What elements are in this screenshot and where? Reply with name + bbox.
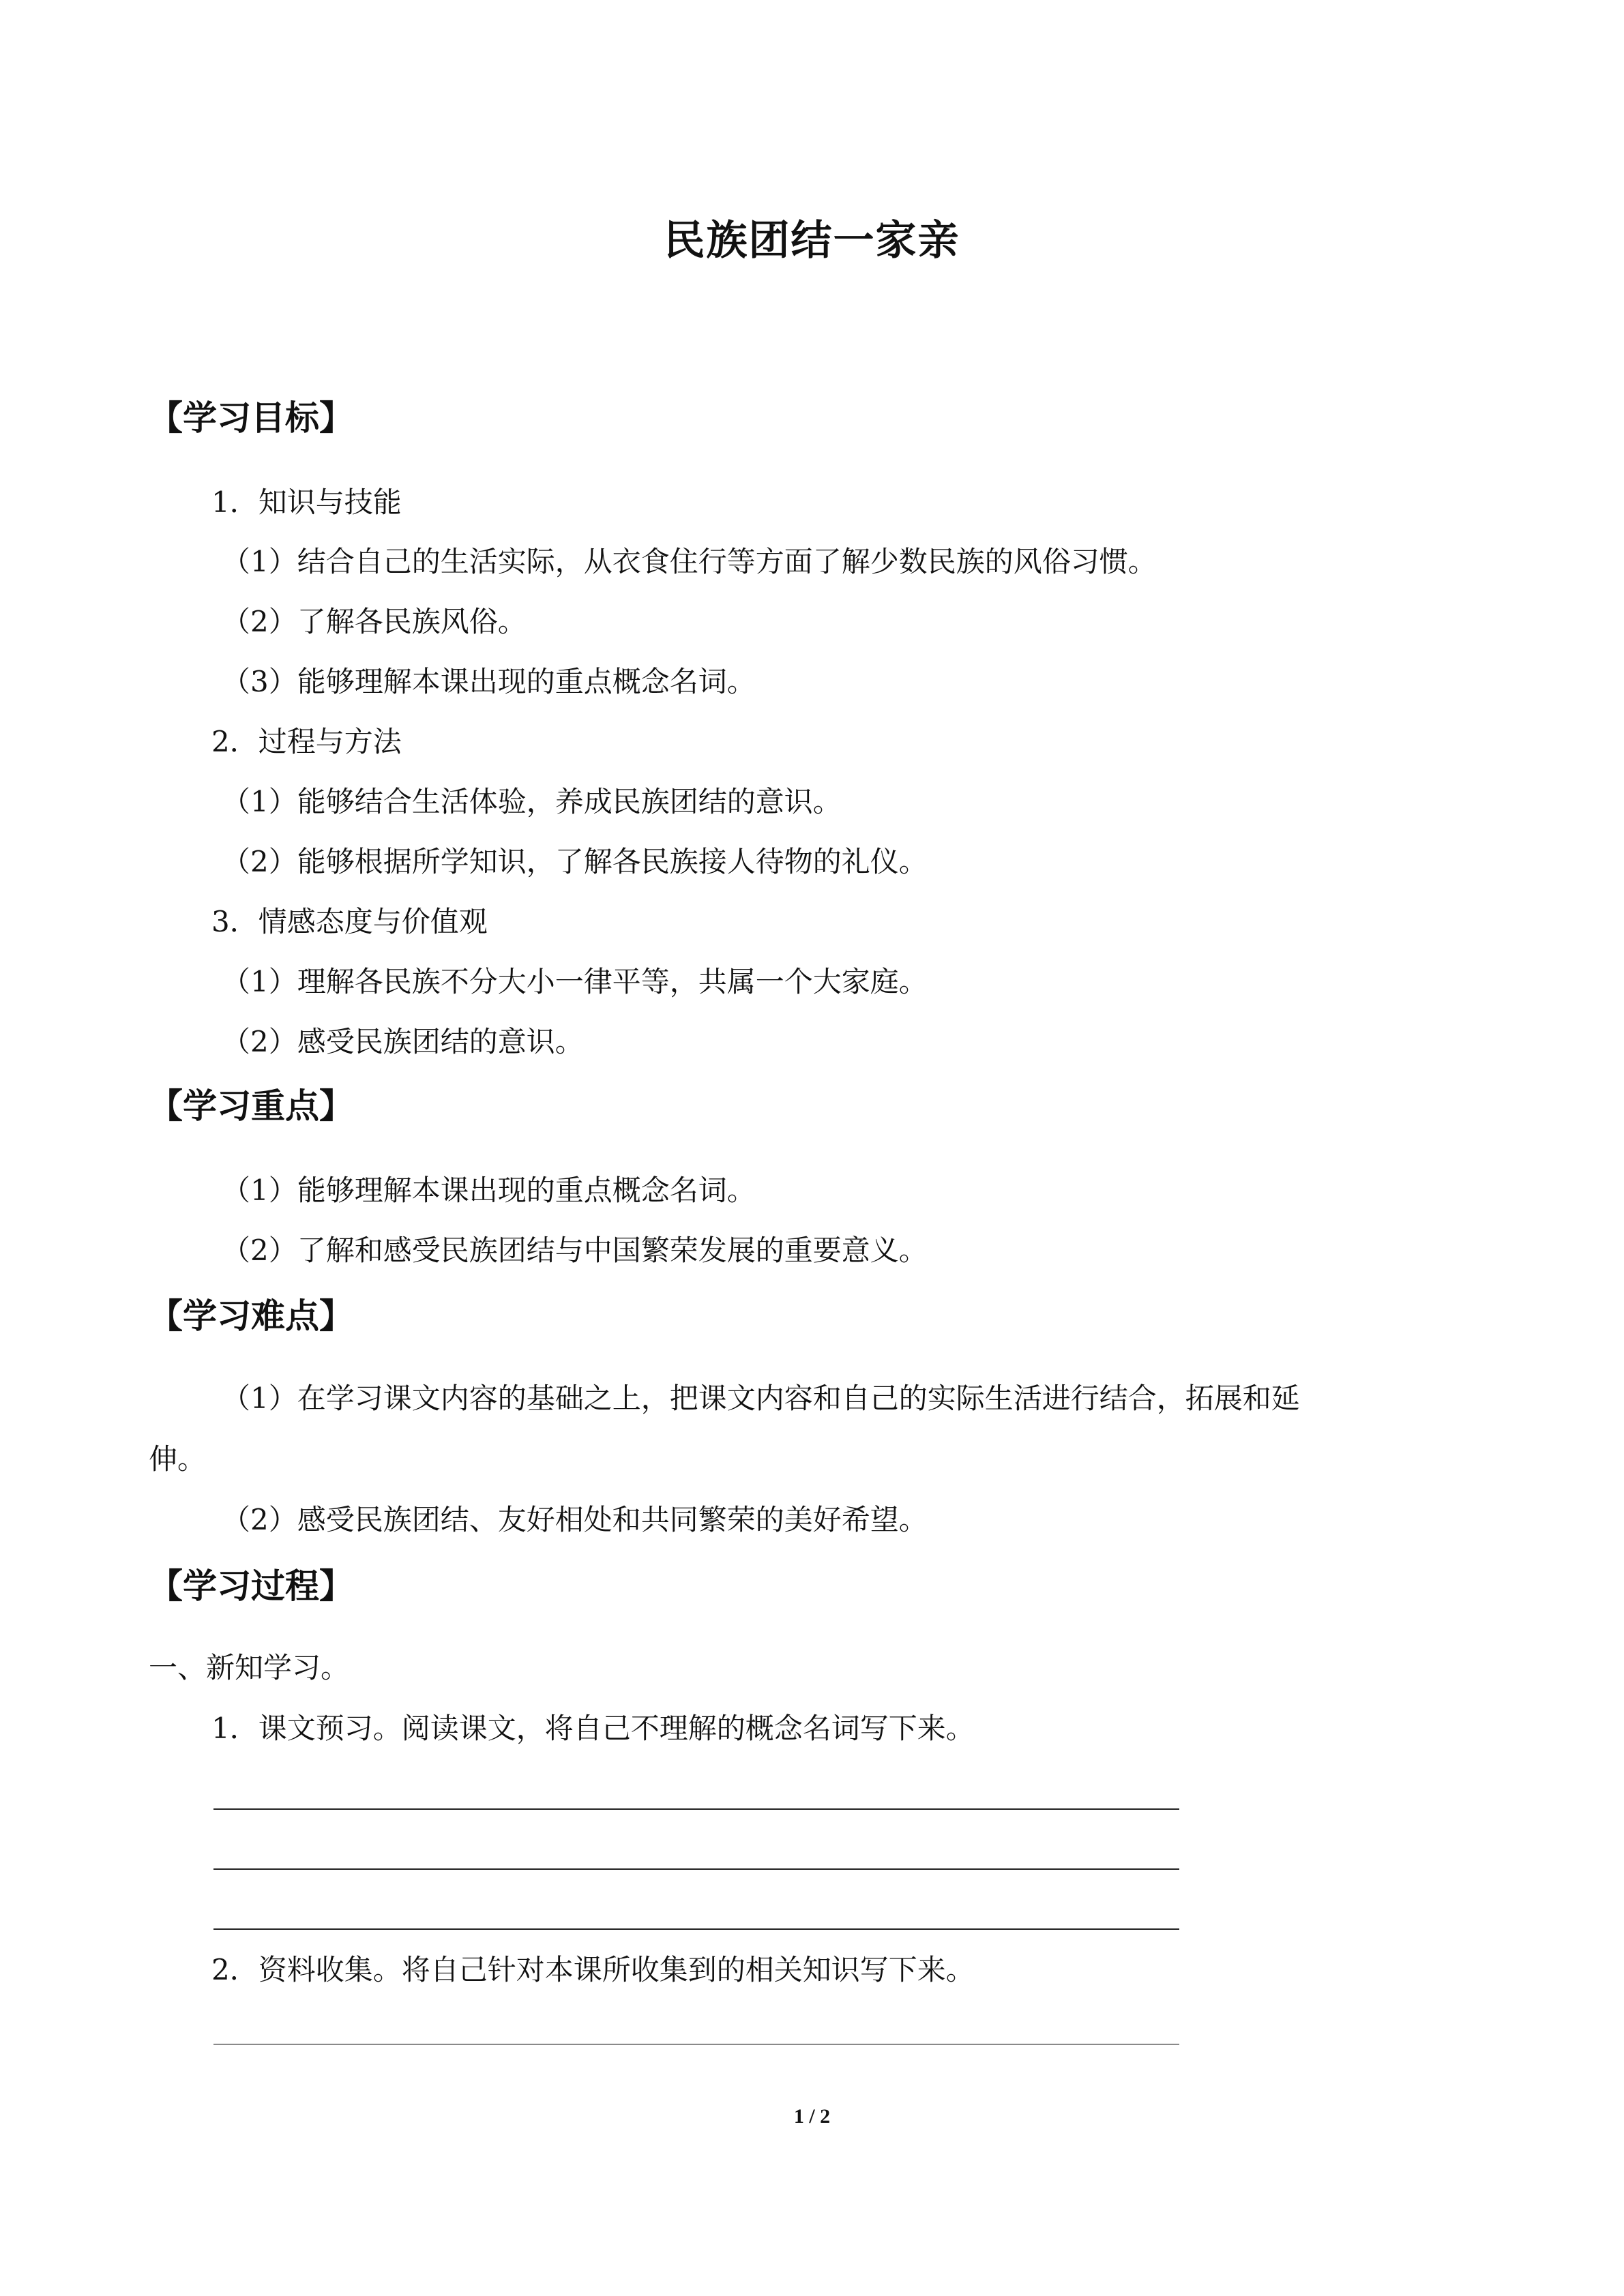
- task-label: 2．资料收集。将自己针对本课所收集到的相关知识写下来。: [211, 1953, 975, 1986]
- task-label: 1．课文预习。阅读课文，将自己不理解的概念名词写下来。: [211, 1712, 975, 1745]
- answer-blank-line[interactable]: [213, 1808, 1179, 1810]
- emotion-label: 3．情感态度与价值观: [211, 905, 488, 938]
- key-points-heading: 【学习重点】: [149, 1086, 353, 1126]
- key-point-item: （1）能够理解本课出现的重点概念名词。: [222, 1174, 756, 1207]
- difficulties-heading: 【学习难点】: [149, 1296, 353, 1336]
- page-title: 民族团结一家亲: [664, 217, 960, 265]
- objectives-heading: 【学习目标】: [149, 398, 353, 438]
- answer-blank-line[interactable]: [213, 1928, 1179, 1930]
- key-point-item: （2）了解和感受民族团结与中国繁荣发展的重要意义。: [222, 1234, 928, 1267]
- objective-item: （2）了解各民族风俗。: [222, 605, 527, 638]
- answer-blank-line[interactable]: [213, 1868, 1179, 1870]
- objective-item: （2）感受民族团结的意识。: [222, 1025, 584, 1058]
- answer-blank-line[interactable]: [213, 2044, 1179, 2045]
- process-heading: 【学习过程】: [149, 1566, 353, 1606]
- objective-item: （1）结合自己的生活实际，从衣食住行等方面了解少数民族的风俗习惯。: [222, 545, 1157, 578]
- page-number: 1 / 2: [793, 2105, 831, 2128]
- knowledge-label: 1．知识与技能: [211, 486, 402, 519]
- part-label: 一、新知学习。: [149, 1651, 350, 1684]
- objective-item: （2）能够根据所学知识，了解各民族接人待物的礼仪。: [222, 845, 928, 878]
- objective-item: （1）能够结合生活体验，养成民族团结的意识。: [222, 785, 842, 818]
- objective-item: （3）能够理解本课出现的重点概念名词。: [222, 665, 756, 698]
- difficulty-item-line: 伸。: [149, 1442, 207, 1476]
- process-method-label: 2．过程与方法: [211, 725, 402, 758]
- difficulty-item: （2）感受民族团结、友好相处和共同繁荣的美好希望。: [222, 1503, 928, 1536]
- difficulty-item-line: （1）在学习课文内容的基础之上，把课文内容和自己的实际生活进行结合，拓展和延: [222, 1382, 1300, 1415]
- objective-item: （1）理解各民族不分大小一律平等，共属一个大家庭。: [222, 965, 928, 998]
